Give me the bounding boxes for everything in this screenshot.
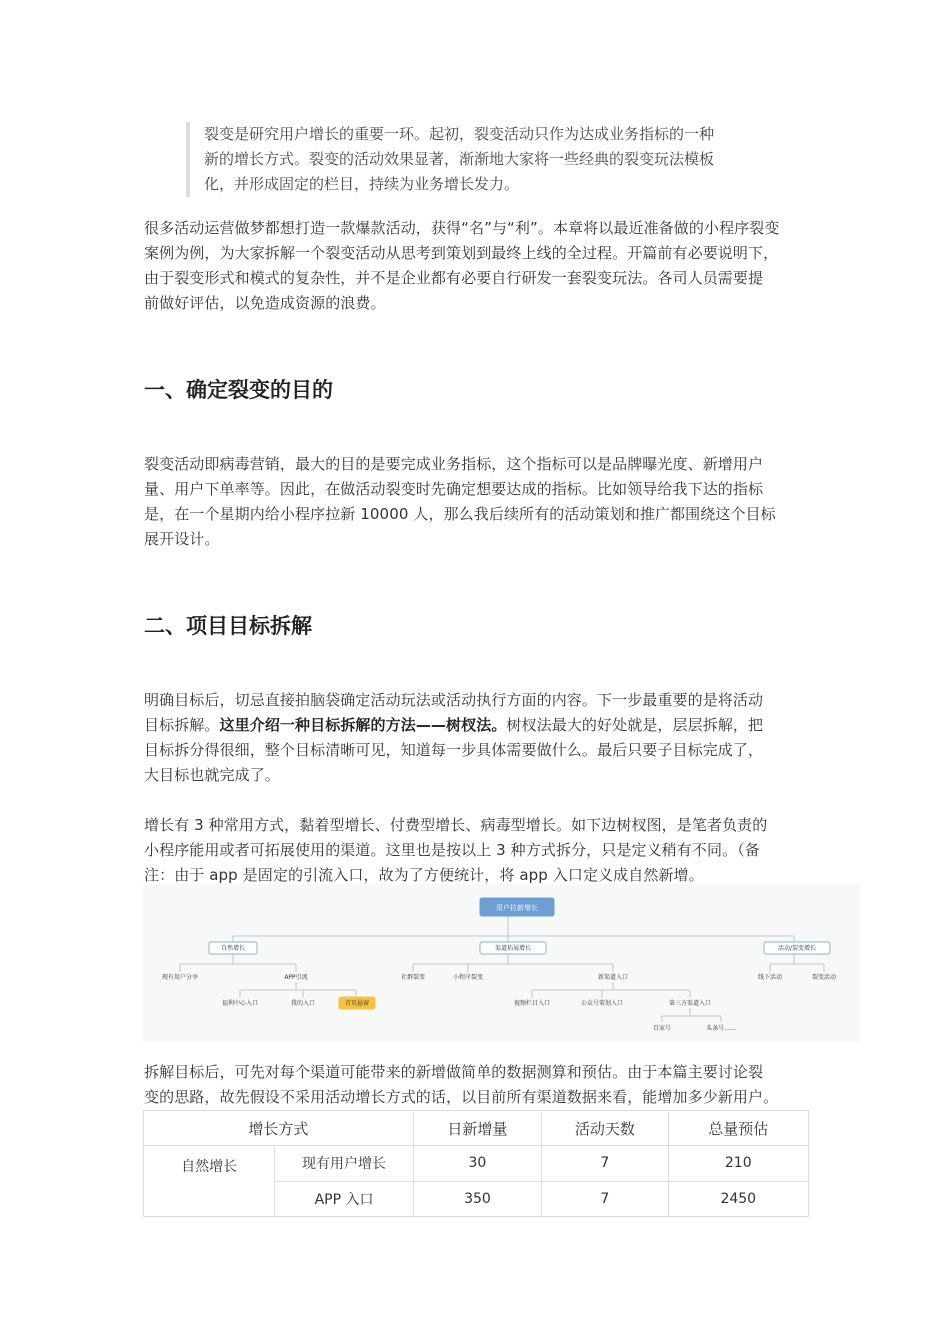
tree-connector — [413, 954, 613, 972]
text-line: 裂变活动即病毒营销，最大的目的是要完成业务指标，这个指标可以是品牌曝光度、新增用户 — [144, 455, 764, 473]
text-line: 展开设计。 — [144, 530, 220, 548]
tree-leaf-label: 公众号策划入口 — [580, 1000, 624, 1007]
table-header-cell: 总量预估 — [668, 1111, 808, 1146]
text-line: 前做好评估，以免造成资源的浪费。 — [144, 294, 386, 312]
text-line: 变的思路，故先假设不采用活动增长方式的话，以目前所有渠道数据来看，能增加多少新用户。 — [144, 1088, 779, 1106]
tree-connector — [233, 916, 794, 942]
tree-connector — [180, 954, 296, 972]
tree-leaf-label: 现有用户分享 — [161, 974, 199, 981]
text-line: 目标拆分得很细，整个目标清晰可见，知道每一步具体需要做什么。最后只要子目标完成了， — [144, 741, 764, 759]
tree-leaf-label: 线下活动 — [757, 974, 783, 981]
tree-node-label: 渠道拓展增长 — [494, 945, 532, 952]
tree-connector — [770, 954, 824, 972]
tree-node-natural — [209, 942, 257, 954]
table-header-cell: 增长方式 — [144, 1111, 414, 1146]
tree-node-channel — [480, 942, 546, 954]
tree-leaf-label: 我的入口 — [290, 1000, 316, 1007]
table-cell: 7 — [542, 1181, 668, 1217]
tree-leaf-label: 视频栏目入口 — [513, 1000, 551, 1007]
table-cell: 210 — [668, 1146, 808, 1182]
table-header-row — [144, 1111, 809, 1146]
tree-node-root — [480, 898, 554, 916]
table-row — [144, 1146, 809, 1182]
text-span: 树杈法最大的好处就是，层层拆解，把 — [506, 716, 764, 734]
tree-leaf-label: 新渠道入口 — [597, 974, 629, 981]
tree-leaf-label: 小程序裂变 — [452, 974, 484, 981]
table-cell: 2450 — [668, 1181, 808, 1217]
table-cell: APP 入口 — [275, 1181, 413, 1217]
tree-node-label: 首页悬窗 — [344, 1000, 370, 1007]
purpose-paragraph — [144, 452, 812, 552]
tree-leaf-label: APP引流 — [284, 974, 308, 981]
quote-line: 裂变是研究用户增长的重要一环。起初，裂变活动只作为达成业务指标的一种 — [204, 125, 715, 143]
text-line: 明确目标后，切忌直接拍脑袋确定活动玩法或活动执行方面的内容。下一步最重要的是将活动 — [144, 691, 764, 709]
text-line: 量、用户下单率等。因此，在做活动裂变时先确定想要达成的指标。比如领导给我下达的指标 — [144, 480, 764, 498]
estimate-paragraph — [144, 1060, 812, 1110]
tree-leaf-label: 福利中心入口 — [221, 1000, 259, 1007]
growth-estimate-table — [143, 1110, 809, 1217]
text-line: 很多活动运营做梦都想打造一款爆款活动，获得“名”与“利”。本章将以最近准备做的小程序裂变 — [144, 219, 780, 237]
text-line: 小程序能用或者可拓展使用的渠道。这里也是按以上 3 种方式拆分，只是定义稍有不同。（备 — [144, 841, 760, 859]
table-group-cell: 自然增长 — [144, 1146, 275, 1217]
table-header-cell: 日新增量 — [413, 1111, 541, 1146]
tree-diagram — [143, 884, 860, 1042]
quote-line: 化，并形成固定的栏目，持续为业务增长发力。 — [204, 175, 520, 193]
tree-leaf-label: 裂变活动 — [811, 974, 837, 981]
growth-types-paragraph — [144, 813, 812, 888]
text-line: 是，在一个星期内给小程序拉新 10000 人，那么我后续所有的活动策划和推广都围绕这个目标 — [144, 505, 776, 523]
tree-leaf-label: 头条号...... — [706, 1025, 736, 1032]
intro-paragraph — [144, 216, 812, 316]
tree-leaf-label: 第三方渠道入口 — [668, 1000, 712, 1007]
tree-connector — [662, 1008, 721, 1022]
table-cell: 30 — [413, 1146, 541, 1182]
tree-node-label: 用户拉新增长 — [496, 904, 538, 912]
text-line: 案例为例，为大家拆解一个裂变活动从思考到策划到最终上线的全过程。开篇前有必要说明下， — [144, 244, 779, 262]
tree-leaf-label: 百家号 — [652, 1025, 672, 1032]
tree-connector — [240, 982, 356, 998]
text-line — [144, 713, 812, 738]
text-line: 大目标也就完成了。 — [144, 766, 280, 784]
tree-leaf-label: 社群裂变 — [400, 974, 426, 981]
text-line: 拆解目标后，可先对每个渠道可能带来的新增做简单的数据测算和预估。由于本篇主要讨论裂 — [144, 1063, 764, 1081]
tree-node-highlight — [339, 997, 375, 1009]
bold-method-text: 这里介绍一种目标拆解的方法——树杈法。 — [219, 716, 507, 734]
tree-node-label: 自然增长 — [220, 945, 246, 952]
text-line: 由于裂变形式和模式的复杂性，并不是企业都有必要自行研发一套裂变玩法。各司人员需要提 — [144, 269, 764, 287]
breakdown-paragraph — [144, 688, 812, 788]
table-cell: 7 — [542, 1146, 668, 1182]
tree-connector — [532, 982, 690, 998]
intro-blockquote — [186, 122, 784, 197]
text-line: 增长有 3 种常用方式，黏着型增长、付费型增长、病毒型增长。如下边树杈图，是笔者负责的 — [144, 816, 768, 834]
table-header-cell: 活动天数 — [542, 1111, 668, 1146]
text-span: 目标拆解。 — [144, 716, 220, 734]
text-line: 注：由于 app 是固定的引流入口，故为了方便统计，将 app 入口定义成自然新增。 — [144, 866, 704, 884]
table-cell: 350 — [413, 1181, 541, 1217]
tree-node-label: 活动/裂变增长 — [777, 945, 817, 952]
quote-line: 新的增长方式。裂变的活动效果显著，渐渐地大家将一些经典的裂变玩法模板 — [204, 150, 715, 168]
tree-node-activity — [764, 942, 830, 954]
table-cell: 现有用户增长 — [275, 1146, 413, 1182]
section-heading-breakdown: 二、项目目标拆解 — [144, 614, 312, 638]
section-heading-purpose: 一、确定裂变的目的 — [144, 378, 333, 402]
